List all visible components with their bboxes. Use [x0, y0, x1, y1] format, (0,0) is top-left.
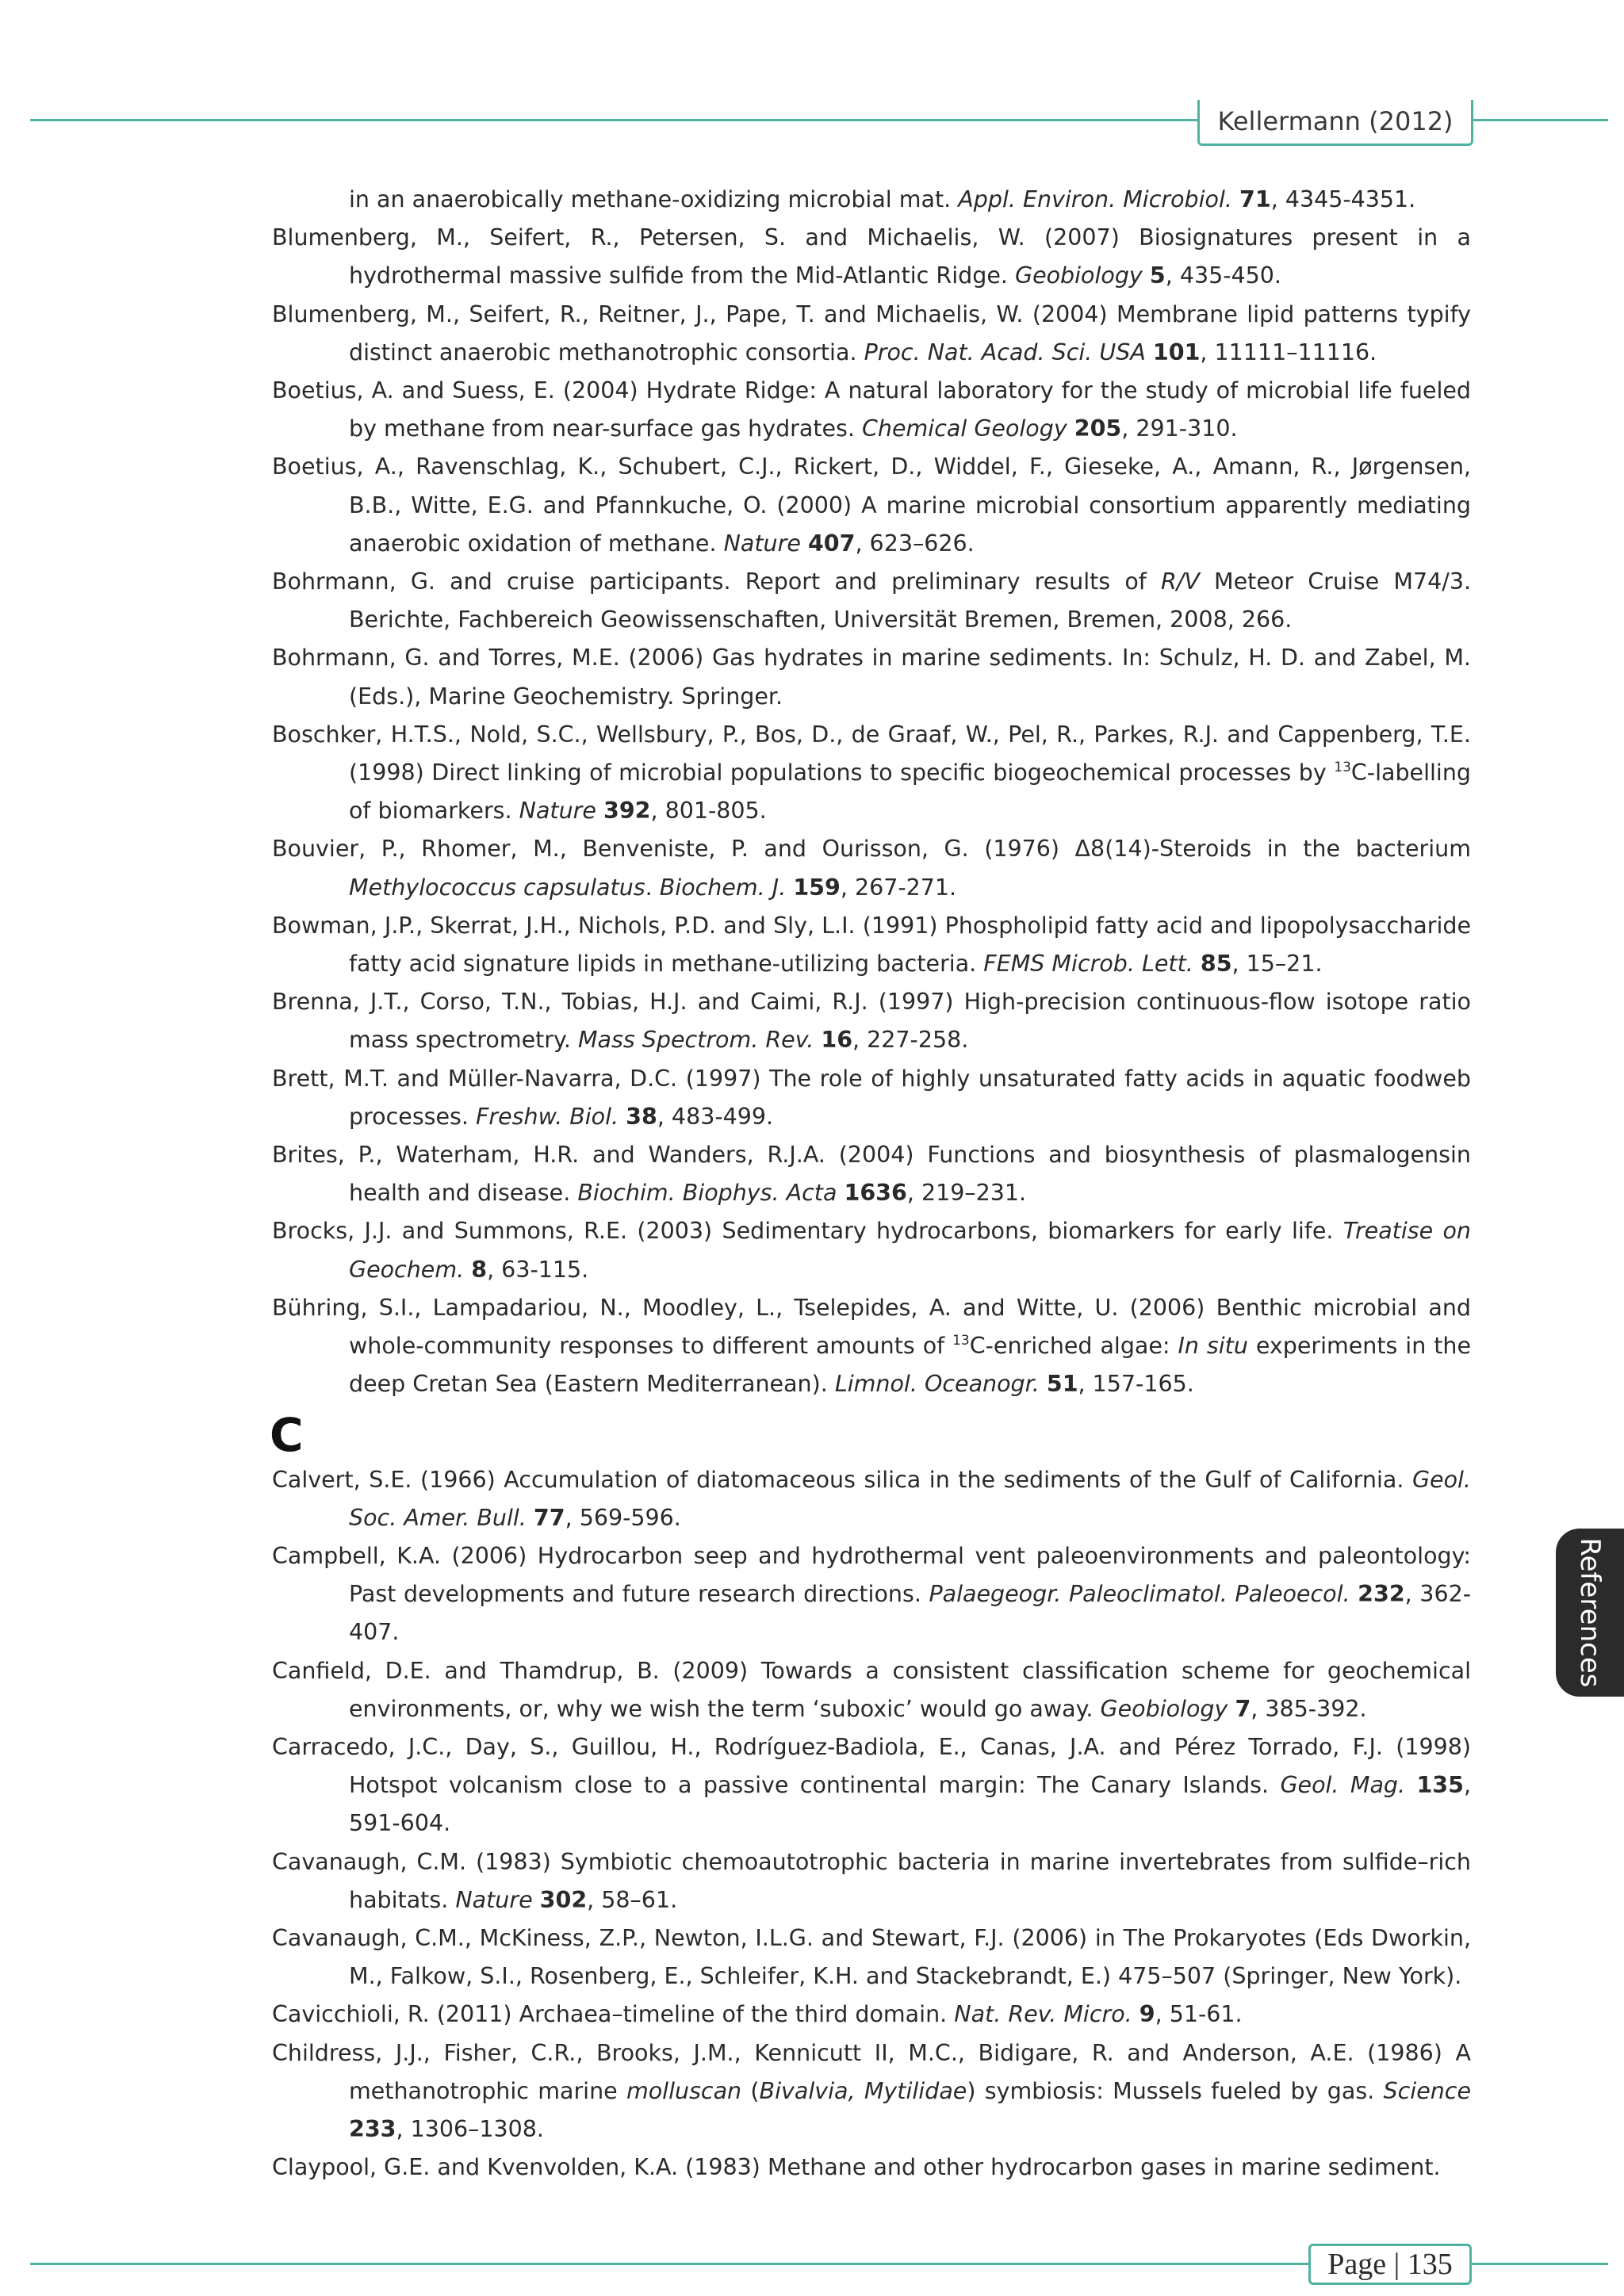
reference-volume: 7	[1235, 1695, 1251, 1722]
reference-entry	[272, 1461, 1471, 1537]
reference-text: , 291-310.	[1121, 415, 1238, 442]
reference-entry	[272, 1289, 1471, 1404]
reference-text: (	[741, 2077, 760, 2104]
reference-volume: 1636	[844, 1180, 907, 1207]
reference-list	[272, 181, 1471, 2187]
reference-italic: Science	[1383, 2077, 1472, 2104]
reference-italic: In situ	[1178, 1333, 1248, 1360]
reference-entry	[272, 1652, 1471, 1728]
reference-entry	[272, 1060, 1471, 1136]
reference-text: , 623–626.	[855, 530, 975, 557]
reference-volume: 159	[793, 874, 841, 901]
reference-entry	[272, 2034, 1471, 2149]
reference-text: C-enriched algae:	[969, 1333, 1178, 1360]
reference-text: ) symbiosis: Mussels fueled by gas.	[967, 2077, 1384, 2104]
reference-text	[1193, 951, 1201, 977]
reference-italic: Biochem. J.	[659, 874, 787, 901]
reference-superscript: 13	[1334, 760, 1351, 776]
reference-entry	[272, 983, 1471, 1059]
reference-text: Bohrmann, G. and Torres, M.E. (2006) Gas hydrates in marine sediments. In: Schulz, H. D. and Zabel, M. (Eds.), Marine Geochemistry. Springer.	[272, 645, 1471, 710]
reference-volume: 135	[1416, 1772, 1464, 1799]
reference-italic: Appl. Environ. Microbiol.	[958, 186, 1232, 212]
reference-text	[1232, 186, 1239, 212]
reference-text: , 63-115.	[487, 1256, 589, 1283]
reference-entry	[272, 716, 1471, 831]
reference-text: , 227-258.	[852, 1027, 969, 1054]
reference-entry	[272, 1212, 1471, 1288]
reference-italic: Geobiology	[1014, 262, 1143, 289]
reference-italic: Geobiology	[1100, 1695, 1228, 1722]
reference-text	[1405, 1772, 1416, 1798]
reference-italic: Nat. Rev. Micro.	[954, 2001, 1132, 2028]
reference-entry	[272, 639, 1471, 715]
reference-text: Bühring, S.I., Lampadariou, N., Moodley, L., Tselepides, A. and Witte, U. (2006) Benthic microbial and whole-community responses to different amounts of	[272, 1294, 1471, 1360]
reference-text: Boschker, H.T.S., Nold, S.C., Wellsbury, P., Bos, D., de Graaf, W., Pel, R., Parkes, R.J. and Cappenberg, T.E. (1998) Direct linking of microbial populations to specific biogeochemical processes by	[272, 721, 1471, 786]
reference-text: , 11111–11116.	[1200, 339, 1377, 365]
reference-text: Claypool, G.E. and Kvenvolden, K.A. (1983) Methane and other hydrocarbon gases in marine sediment.	[272, 2154, 1441, 2181]
reference-entry	[272, 1728, 1471, 1843]
reference-text: experiments in the deep Cretan Sea (Eastern Mediterranean).	[349, 1333, 1471, 1398]
reference-entry	[272, 372, 1471, 448]
reference-text: , 4345-4351.	[1270, 186, 1416, 212]
reference-entry	[272, 1537, 1471, 1652]
reference-volume: 233	[349, 2115, 396, 2142]
reference-text: Brett, M.T. and Müller-Navarra, D.C. (1997) The role of highly unsaturated fatty acids in aquatic foodweb processes.	[272, 1065, 1471, 1130]
reference-italic: R/V	[1160, 568, 1200, 595]
reference-italic: molluscan	[626, 2077, 742, 2104]
reference-entry	[272, 830, 1471, 906]
reference-text	[533, 1887, 540, 1913]
side-tab-label: References	[1574, 1537, 1606, 1688]
reference-text: Bowman, J.P., Skerrat, J.H., Nichols, P.D. and Sly, L.I. (1991) Phospholipid fatty acid and lipopolysaccharide fatty acid signature lipids in methane-utilizing bacteria.	[272, 912, 1471, 978]
reference-volume: 302	[539, 1886, 588, 1913]
reference-volume: 5	[1149, 262, 1166, 289]
reference-text: Brites, P., Waterham, H.R. and Wanders, R.J.A. (2004) Functions and biosynthesis of plasmalogensin health and disease.	[272, 1142, 1471, 1207]
reference-entry	[272, 1996, 1471, 2034]
reference-text: , 362-407.	[349, 1581, 1471, 1646]
reference-text	[1040, 1371, 1047, 1397]
reference-text: Cavanaugh, C.M. (1983) Symbiotic chemoautotrophic bacteria in marine invertebrates from sulfide–rich habitats.	[272, 1848, 1471, 1913]
reference-italic: Chemical Geology	[862, 415, 1067, 442]
reference-volume: 205	[1074, 415, 1122, 442]
reference-volume: 101	[1152, 339, 1201, 365]
reference-italic: Freshw. Biol.	[476, 1103, 619, 1130]
reference-text	[801, 530, 808, 557]
reference-text: Brocks, J.J. and Summons, R.E. (2003) Sedimentary hydrocarbons, biomarkers for early life.	[272, 1218, 1343, 1245]
reference-text: , 157-165.	[1078, 1371, 1194, 1398]
reference-superscript: 13	[952, 1333, 970, 1349]
reference-text: , 15–21.	[1231, 951, 1323, 978]
page-number: Page | 135	[1327, 2248, 1453, 2281]
reference-volume: 51	[1046, 1371, 1078, 1398]
reference-text: , 58–61.	[587, 1886, 678, 1913]
reference-volume: 232	[1358, 1581, 1405, 1608]
reference-text	[1067, 415, 1074, 442]
reference-text: , 435-450.	[1165, 262, 1281, 289]
reference-text	[527, 1505, 534, 1531]
reference-text	[464, 1257, 471, 1283]
reference-entry	[272, 296, 1471, 372]
reference-text: Campbell, K.A. (2006) Hydrocarbon seep and hydrothermal vent paleoenvironments and paleontology: Past developments and future research directions.	[272, 1542, 1471, 1608]
reference-text: , 51-61.	[1155, 2001, 1243, 2028]
reference-text: , 801-805.	[650, 798, 767, 825]
reference-text: , 219–231.	[906, 1180, 1027, 1207]
reference-volume: 9	[1139, 2001, 1155, 2028]
reference-volume: 8	[471, 1256, 488, 1283]
reference-italic: Nature	[455, 1886, 533, 1913]
reference-text	[814, 1027, 821, 1053]
reference-text	[1132, 2001, 1139, 2027]
header-rule-left	[30, 119, 1199, 121]
reference-text: , 569-596.	[565, 1504, 681, 1531]
reference-text	[786, 874, 793, 901]
reference-italic: Biochim. Biophys. Acta	[577, 1180, 837, 1207]
reference-text	[596, 798, 603, 824]
footer-rule-right	[1470, 2263, 1608, 2265]
reference-text: Childress, J.J., Fisher, C.R., Brooks, J.M., Kennicutt II, M.C., Bidigare, R. and Anderson, A.E. (1986) A methanotrophic marine	[272, 2039, 1471, 2104]
reference-text	[619, 1104, 626, 1130]
reference-text: C-labelling of biomarkers.	[349, 760, 1471, 825]
reference-italic: Treatise on Geochem.	[349, 1218, 1471, 1283]
reference-entry	[272, 2149, 1471, 2187]
reference-volume: 16	[821, 1027, 853, 1054]
reference-italic: Geol. Soc. Amer. Bull.	[349, 1466, 1471, 1531]
reference-text: , 591-604.	[349, 1772, 1471, 1837]
reference-text: Calvert, S.E. (1966) Accumulation of diatomaceous silica in the sediments of the Gulf of California.	[272, 1466, 1412, 1493]
section-letter-heading: C	[270, 1407, 304, 1462]
reference-italic: Mass Spectrom. Rev.	[577, 1027, 814, 1054]
reference-text: , 483-499.	[657, 1103, 774, 1130]
reference-volume: 71	[1239, 186, 1271, 212]
reference-italic: Geol. Mag.	[1280, 1772, 1406, 1799]
reference-text: Bouvier, P., Rhomer, M., Benveniste, P. and Ourisson, G. (1976) Δ8(14)-Steroids in the bacterium	[272, 836, 1471, 863]
reference-text: , 385-392.	[1251, 1695, 1367, 1722]
reference-continuation	[272, 181, 1471, 219]
reference-entry	[272, 1136, 1471, 1212]
reference-text: Cavicchioli, R. (2011) Archaea–timeline of the third domain.	[272, 2001, 955, 2028]
reference-text: Boetius, A., Ravenschlag, K., Schubert, C.J., Rickert, D., Widdel, F., Gieseke, A., Amann, R., Jørgensen, B.B., Witte, E.G. and Pfannkuche, O. (2000) A marine microbial consortium apparently mediating anaerobic oxidation of methane.	[272, 453, 1471, 557]
reference-italic: FEMS Microb. Lett.	[983, 951, 1193, 978]
reference-entry	[272, 563, 1471, 639]
reference-volume: 38	[626, 1103, 657, 1130]
reference-text: Canfield, D.E. and Thamdrup, B. (2009) Towards a consistent classification scheme for geochemical environments, or, why we wish the term ‘suboxic’ would go away.	[272, 1657, 1471, 1722]
reference-italic: Proc. Nat. Acad. Sci. USA	[864, 339, 1146, 365]
reference-text: Cavanaugh, C.M., McKiness, Z.P., Newton, I.L.G. and Stewart, F.J. (2006) in The Prokaryotes (Eds Dworkin, M., Falkow, S.I., Rosenberg, E., Schleifer, K.H. and Stackebrandt, E.) 475–507 (Springer, New York).	[272, 1924, 1471, 1990]
reference-entry	[272, 907, 1471, 983]
reference-text: Bohrmann, G. and cruise participants. Report and preliminary results of	[272, 568, 1161, 595]
reference-italic: Nature	[519, 798, 596, 825]
reference-text	[837, 1180, 844, 1206]
reference-volume: 77	[533, 1504, 565, 1531]
reference-entry	[272, 1843, 1471, 1919]
reference-text: Blumenberg, M., Seifert, R., Petersen, S. and Michaelis, W. (2007) Biosignatures present in a hydrothermal massive sulfide from the Mid-Atlantic Ridge.	[272, 224, 1471, 289]
reference-text	[1146, 339, 1153, 365]
reference-volume: 85	[1200, 951, 1232, 978]
reference-text: , 267-271.	[840, 874, 957, 901]
reference-italic: Methylococcus capsulatus	[349, 874, 645, 901]
footer-rule-left	[30, 2263, 1310, 2265]
reference-text: .	[645, 874, 660, 901]
reference-text	[1350, 1581, 1358, 1607]
reference-text: in an anaerobically methane-oxidizing microbial mat.	[349, 186, 959, 212]
reference-italic: Palaegeogr. Paleoclimatol. Paleoecol.	[929, 1581, 1350, 1608]
reference-text: Boetius, A. and Suess, E. (2004) Hydrate Ridge: A natural laboratory for the study of microbial life fueled by methane from near-surface gas hydrates.	[272, 377, 1471, 442]
reference-italic: Nature	[723, 530, 801, 557]
reference-text: Blumenberg, M., Seifert, R., Reitner, J., Pape, T. and Michaelis, W. (2004) Membrane lipid patterns typify distinct anaerobic methanotrophic consortia.	[272, 300, 1471, 365]
running-head: Kellermann (2012)	[1217, 106, 1454, 136]
reference-text: Brenna, J.T., Corso, T.N., Tobias, H.J. and Caimi, R.J. (1997) High-precision continuous-flow isotope ratio mass spectrometry.	[272, 989, 1471, 1054]
reference-volume: 407	[807, 530, 856, 557]
reference-italic: Bivalvia, Mytilidae	[759, 2077, 967, 2104]
reference-text	[1143, 262, 1150, 289]
header-rule-right	[1472, 119, 1608, 121]
reference-text: , 1306–1308.	[396, 2115, 544, 2142]
reference-entry	[272, 219, 1471, 295]
reference-text: Carracedo, J.C., Day, S., Guillou, H., Rodríguez-Badiola, E., Canas, J.A. and Pérez Torrado, F.J. (1998) Hotspot volcanism close to a passive continental margin: The Canary Islands.	[272, 1733, 1471, 1799]
reference-entry	[272, 448, 1471, 563]
section-side-tab	[1556, 1529, 1624, 1697]
reference-volume: 392	[603, 798, 651, 825]
reference-text: Meteor Cruise M74/3. Berichte, Fachbereich Geowissenschaften, Universität Bremen, Bremen, 2008, 266.	[349, 568, 1472, 633]
reference-entry	[272, 1919, 1471, 1996]
reference-italic: Limnol. Oceanogr.	[834, 1371, 1040, 1398]
